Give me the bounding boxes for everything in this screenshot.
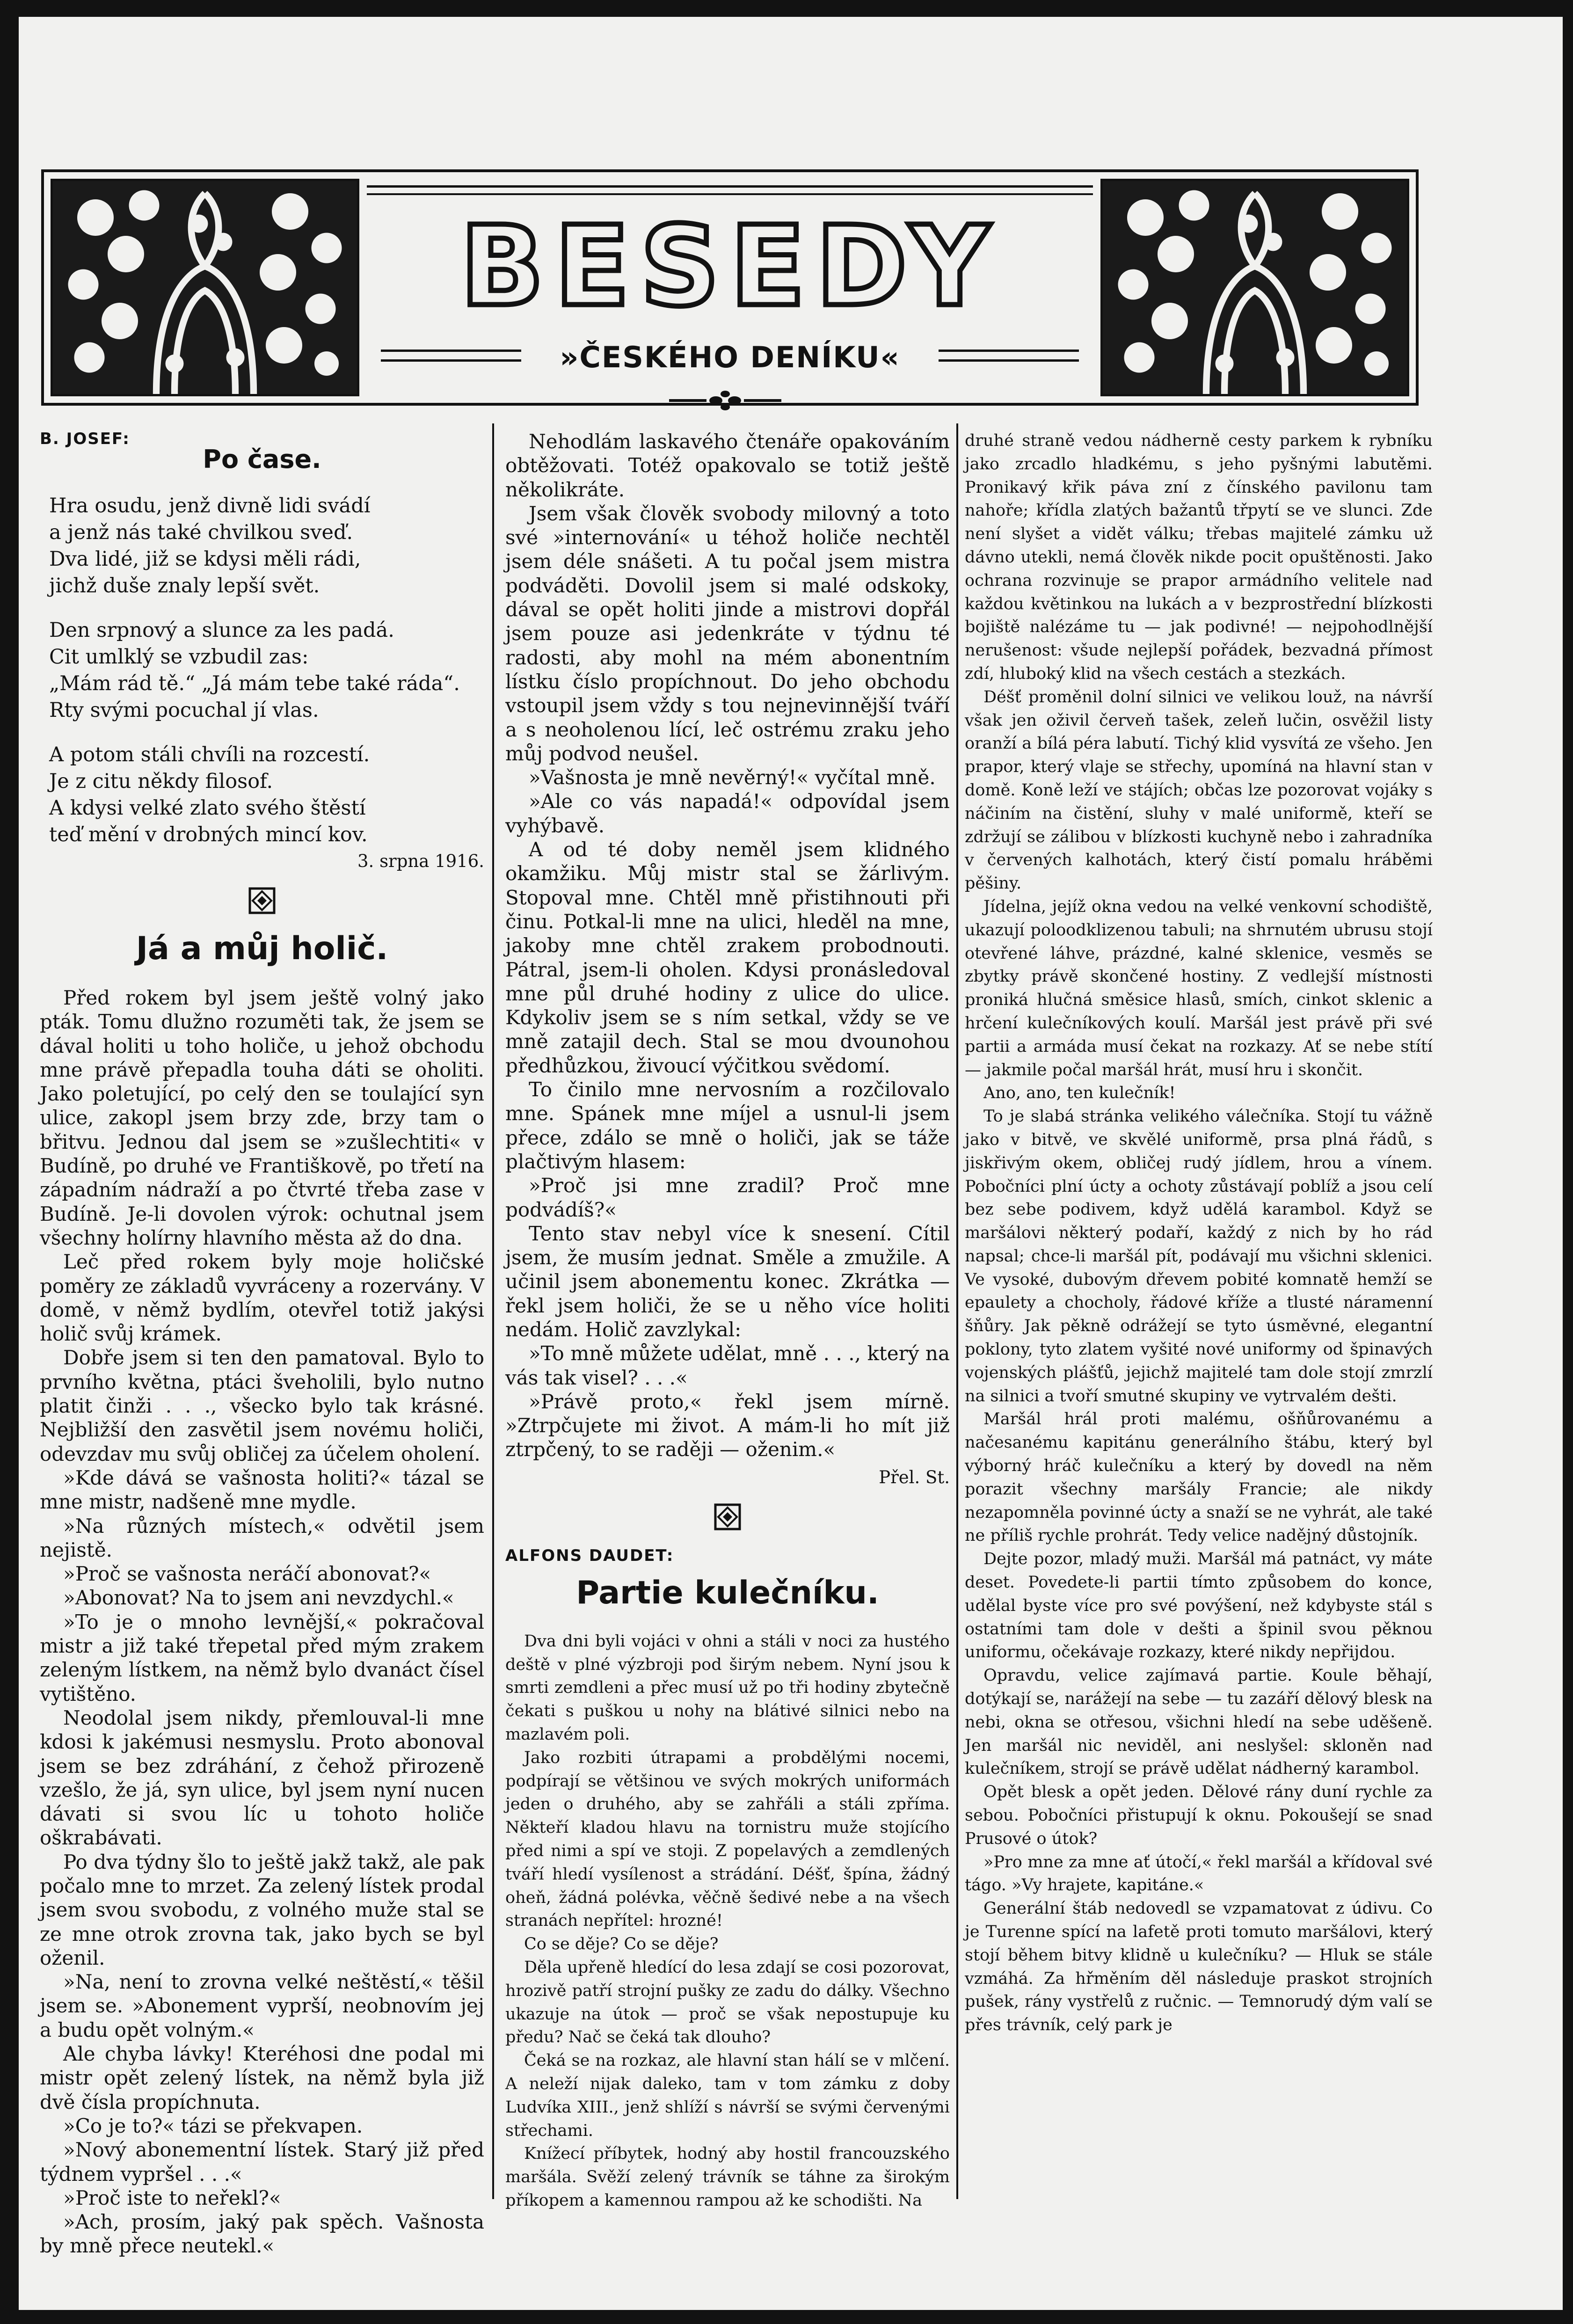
section-divider-diamond-icon xyxy=(248,887,276,914)
paragraph: »Ale co vás napadá!« odpovídal jsem vyhýbavě. xyxy=(505,790,950,837)
paragraph: Leč před rokem byly moje holičské poměry ze základů vyvráceny a rozervány. V domě, v němž bydlím, otevřel totiž jakýsi holič svůj krámek. xyxy=(40,1250,484,1346)
paragraph: »Abonovat? Na to jsem ani nevzdychl.« xyxy=(63,1586,454,1610)
paragraph: A od té doby neměl jsem klidného okamžiku. Můj mistr stal se žárlivým. Stopoval mne. Chtěl mně přistihnouti při činu. Potkal-li mne na ulici, hleděl na mne, jakoby mne chtěl zrakem probodnouti. Pátral, jsem-li oholen. Kdysi pronásledoval mne půl druhé hodiny z ulice do ulice. Kdykoliv jsem se s ním setkal, vždy se ve mně zatajil dech. Stal se mou dvounohou předhůzkou, živoucí výčitkou svědomí. xyxy=(505,838,950,1077)
poem-line: Hra osudu, jenž divně lidi svádí xyxy=(49,494,371,517)
masthead-subtitle: »ČESKÉHO DENÍKU« xyxy=(560,340,900,374)
poem-byline: B. JOSEF: xyxy=(40,430,130,448)
poem-stanza xyxy=(49,617,484,724)
paragraph: Dobře jsem si ten den pamatoval. Bylo to prvního května, ptáci šveholili, bylo nutno platit činži . . ., všecko bylo tak krásné. Nejbližší den zasvětil jsem novému holiči, odevzdav mu svůj obličej za účelem oholení. xyxy=(40,1346,484,1465)
paragraph: »To mně můžete udělat, mně . . ., který na vás tak visel? . . .« xyxy=(505,1342,950,1389)
paragraph: Dejte pozor, mladý muži. Maršál má patnáct, vy máte deset. Povedete-li partii tímto způsobem do konce, udělal byste více pro své povýšení, než kdybyste stál s ostatními tam dole v dešti a špinil svou pěknou uniformu, očekávaje rozkazy, které nikdy nepřijdou. xyxy=(965,1550,1433,1662)
article-title: Partie kulečníku. xyxy=(576,1574,879,1611)
paragraph: »Na, není to zrovna velké neštěstí,« těšil jsem se. »Abonement vyprší, neobnovím jej a budu opět volným.« xyxy=(40,1970,484,2041)
paragraph: To je slabá stránka velikého válečníka. Stojí tu vážně jako v bitvě, ve skvělé uniformě, prsa plná řádů, s jiskřivým okem, obličej rudý jídlem, hrou a vínem. Pobočníci plní úcty a ochoty zůstávají poblíž a jsou celí bez sebe podivem, když udělá karambol. Když se maršálovi některý podaří, každý z nich by ho rád napsal; chce-li maršál pít, podávají mu všichni sklenici. Ve vysoké, dubovým dřevem pobité komnatě hemží se epaulety a chocholy, řádové kříže a tlusté náramenní šňůry. Jak pěkně odrážejí se tyto úsměvné, elegantní poklony, tyto zlatem vyšité nové uniformy od špinavých vojenských plášťů, jejichž majitelé tam dole stojí zmrzlí na silnici a tvoří smutné skupiny ve vytrvalém dešti. xyxy=(965,1107,1433,1406)
translator-signature: Přel. St. xyxy=(879,1467,950,1487)
paragraph: Tento stav nebyl více k snesení. Cítil jsem, že musím jednat. Směle a zmužile. A učinil jsem abonementu konec. Zkrátka — řekl jsem holiči, že se u něho více holiti nedám. Holič zavzlykal: xyxy=(505,1222,950,1341)
column-3 xyxy=(965,430,1433,2037)
scan-edge-left xyxy=(0,0,19,2324)
paragraph: »Proč jsi mne zradil? Proč mne podvádíš?« xyxy=(505,1174,950,1221)
poem-stanza xyxy=(49,742,484,848)
poem-line: Je z citu někdy filosof. xyxy=(49,770,273,793)
column-rule-2 xyxy=(956,423,958,2199)
paragraph: »Vašnosta je mně nevěrný!« vyčítal mně. xyxy=(529,766,936,789)
paragraph: Ano, ano, ten kulečník! xyxy=(983,1084,1176,1103)
article-title: Já a můj holič. xyxy=(136,930,388,967)
masthead-bottom-ornament xyxy=(669,386,781,415)
poem-date: 3. srpna 1916. xyxy=(357,851,484,871)
poem-line: Cit umlklý se vzbudil zas: xyxy=(49,645,309,669)
paragraph: »Pro mne za mne ať útočí,« řekl maršál a křídoval své tágo. »Vy hrajete, kapitáne.« xyxy=(965,1852,1433,1895)
poem-stanza xyxy=(49,493,484,599)
article-body-continued xyxy=(505,430,950,1462)
paragraph: Maršál hrál proti malému, ošňůrovanému a načesanému kapitánu generálního štábu, který byl výborný hráč kulečníku a který by dovedl na něm porazit všechny maršály Francie; ale nikdy nezapomněla povinné úcty a snaží se ne vyhrát, ale také ne příliš rychle prohrát. Tedy velice nadějný důstojník. xyxy=(965,1410,1433,1545)
floral-ornament-right xyxy=(1100,179,1409,396)
poem-line: „Mám rád tě.“ „Já mám tebe také ráda“. xyxy=(49,672,460,695)
poem-line: Dva lidé, již se kdysi měli rádi, xyxy=(49,547,361,571)
column-2 xyxy=(505,430,950,2213)
paragraph: »Právě proto,« řekl jsem mírně. »Ztrpčujete mi život. A mám-li ho mít již ztrpčený, to se raději — oženim.« xyxy=(505,1390,950,1461)
paragraph: Knížecí příbytek, hodný aby hostil francouzského maršála. Svěží zelený trávník se táhne za širokým příkopem a kamennou rampou až ke schodišti. Na xyxy=(505,2144,950,2210)
poem-title: Po čase. xyxy=(203,444,321,474)
poem-line: Rty svými pocuchal jí vlas. xyxy=(49,699,319,722)
paragraph: Jako rozbiti útrapami a probdělými nocemi, podpírají se většinou ve svých mokrých uniformách jeden o druhého, aby se zahřáli a stáli zpříma. Někteří kladou hlavu na tornistru muže stojícího před nimi a spí ve stoji. Z popelavých a zemdlených tváří hledí vysílenost a strádání. Déšť, špína, žádný oheň, žádná polévka, věčně šedivé nebe a na všech stranách nepřítel: hrozné! xyxy=(505,1748,950,1931)
poem xyxy=(49,493,484,848)
masthead xyxy=(41,169,1419,406)
poem-line: Den srpnový a slunce za les padá. xyxy=(49,619,394,642)
article-byline: ALFONS DAUDET: xyxy=(505,1546,674,1565)
section-divider-diamond-icon xyxy=(714,1503,741,1530)
poem-line: A potom stáli chvíli na rozcestí. xyxy=(49,743,370,766)
paragraph: Generální štáb nedovedl se vzpamatovat z údivu. Co je Turenne spící na lafetě proti tomuto maršálovi, který stojí během bitvy klidně u kulečníku? — Hluk se stále vzmáhá. Za hřměním děl následuje praskot strojních pušek, rány vystřelů z ručnic. — Temnorudý dým valí se přes trávník, celý park je xyxy=(965,1899,1433,2035)
paragraph: »Ach, prosím, jaký pak spěch. Vašnosta by mně přece neutekl.« xyxy=(40,2210,484,2258)
floral-ornament-left xyxy=(51,179,359,396)
article-body-continued xyxy=(965,430,1433,2037)
masthead-rule xyxy=(367,185,1093,195)
paragraph: »Na různých místech,« odvětil jsem nejistě. xyxy=(40,1514,484,1561)
paragraph: »To je o mnoho levnější,« pokračoval mistr a již také třepetal před mým zrakem zeleným lístkem, na němž bylo dvanáct čísel vytištěno. xyxy=(40,1610,484,1705)
column-rule-1 xyxy=(492,423,494,2199)
masthead-title: BESEDY xyxy=(460,202,1000,331)
paragraph: Neodolal jsem nikdy, přemlouval-li mne kdosi k jakémusi nesmyslu. Proto abonoval jsem se bez zdráhání, z čehož přirozeně vzešlo, že já, syn ulice, byl jsem nyní nucen dávati si svou líc u tohoto holiče oškrabávati. xyxy=(40,1706,484,1850)
paragraph: Ale chyba lávky! Kteréhosi dne podal mi mistr opět zelený lístek, na němž byla již dvě čísla propíchnuta. xyxy=(40,2042,484,2113)
article-body xyxy=(505,1630,950,2213)
paragraph: druhé straně vedou nádherně cesty parkem k rybníku jako zrcadlo hladkému, s jeho pyšnými labutěmi. Pronikavý křik páva zní z čínského pavilonu tam nahoře; křídla zlatých bažantů třpytí se ve slunci. Zde není slyšet a vidět válku; třebas majitelé zámku už dávno utekli, nemá člověk nikde pocit opuštěnosti. Jako ochrana rozvinuje se prapor armádního velitele nad každou květinkou na lukách a v bezprostřední blízkosti bojiště nalézáme tu — jak podivné! — nejpohodlnější nerušenost: všude nejlepší pořádek, bezvadná přímost zdí, hluboký klid na všech cestách a stezkách. xyxy=(965,431,1433,683)
subtitle-rule-right xyxy=(939,350,1079,362)
paragraph: »Co je to?« tázi se překvapen. xyxy=(63,2114,363,2137)
paragraph: »Kde dává se vašnosta holiti?« tázal se mne mistr, nadšeně mne mydle. xyxy=(40,1466,484,1514)
scan-edge-top xyxy=(0,0,1573,17)
paragraph: Opravdu, velice zajímavá partie. Koule běhají, dotýkají se, narážejí na sebe — tu zazáří dělový blesk na nebi, okna se otřesou, všichni hledí na sebe uděšeně. Jen maršál nic neviděl, ani neslyšel: skloněn nad kulečníkem, strojí se právě udělat nádherný karambol. xyxy=(965,1666,1433,1778)
paragraph: Po dva týdny šlo to ještě jakž takž, ale pak počalo mne to mrzet. Za zelený lístek prodal jsem svou svobodu, z volného muže stal se ze mne otrok zrovna tak, jako bych se byl oženil. xyxy=(40,1850,484,1969)
paragraph: Čeká se na rozkaz, ale hlavní stan hálí se v mlčení. A neleží nijak daleko, tam v tom zámku z doby Ludvíka XIII., jenž shlíží s návrší se svými červenými střechami. xyxy=(505,2051,950,2140)
masthead-title-block xyxy=(367,179,1093,396)
paragraph: »Proč iste to neřekl?« xyxy=(63,2186,281,2209)
paragraph: Nehodlám laskavého čtenáře opakováním obtěžovati. Totéž opakovalo se totiž ještě několikráte. xyxy=(505,430,950,501)
paragraph: Déšť proměnil dolní silnici ve velikou louž, na návrší však jen oživil červeň tašek, zeleň lučin, osvěžil listy oranží a bílá péra labutí. Tichý klid vysvítá ze všeho. Jen prapor, který vlaje se střechy, upomíná na hlavní stan v domě. Koně leží ve stájích; občas lze pozorovat vojáky s náčiním na čistění, sluhy v malé uniformě, kteří se zdržují se zálibou v blízkosti kuchyně nebo i zahradníka v červených kalhotách, který čistí pomalu hráběmi pěšiny. xyxy=(965,687,1433,893)
paragraph: »Proč se vašnosta neráčí abonovat?« xyxy=(63,1562,431,1586)
paragraph: Dva dni byli vojáci v ohni a stáli v noci za hustého deště v plné výzbroji pod širým nebem. Nyní jsou k smrti zemdleni a přec musí už po tři hodiny zbytečně čekati s puškou u nohy na blátivé silnici nebo na mazlavém poli. xyxy=(505,1632,950,1744)
scan-edge-right xyxy=(1563,0,1573,2324)
paragraph: Jsem však člověk svobody milovný a toto své »internování« u téhož holiče nechtěl jsem déle snášeti. A tu počal jsem mistra podváděti. Dovolil jsem si malé odskoky, dával se opět holiti jinde a mistrovi dopřál jsem pouze asi jedenkráte v týdnu té radosti, aby mohl na mém abonentním lístku číslo propíchnout. Do jeho obchodu vstoupil jsem vždy s tou nejnevinnější tváří a s neoholenou lící, leč ostrému zraku jeho můj podvod neušel. xyxy=(505,502,950,765)
poem-line: jichž duše znaly lepší svět. xyxy=(49,574,320,597)
paragraph: »Nový abonementní lístek. Starý již před týdnem vypršel . . .« xyxy=(40,2138,484,2186)
paragraph: Děla upřeně hledící do lesa zdají se cosi pozorovat, hrozivě patří strojní pušky ze zadu do dálky. Všechno ukazuje na útok — proč se však nepostupuje ku předu? Nač se čeká tak dlouho? xyxy=(505,1958,950,2047)
paragraph: Před rokem byl jsem ještě volný jako pták. Tomu dlužno rozuměti tak, že jsem se dával holiti u toho holiče, u jehož obchodu mne právě přepadla touha dáti se oholiti. Jako poletující, po celý den se toulající syn ulice, zakopl jsem brzy zde, brzy tam o břitvu. Jednou dal jsem se »zušlechtiti« v Budíně, po druhé ve Františkově, po třetí na západním nádraží a po čtvrté třeba zase v Budíně. Je-li dovolen výrok: ochutnal jsem všechny holírny hlavního města až do dna. xyxy=(40,986,484,1249)
paragraph: To činilo mne nervosním a rozčilovalo mne. Spánek mne míjel a usnul-li jsem přece, zdálo se mně o holiči, jak se táže plačtivým hlasem: xyxy=(505,1078,950,1173)
paragraph: Jídelna, jejíž okna vedou na velké venkovní schodiště, ukazují poloodklizenou tabuli; na shrnutém ubrusu stojí otevřené láhve, prázdné, kalné sklenice, vesměs se zbytky právě skončené hostiny. Z vedlejší místnosti proniká hlučná směsice hlasů, smích, cinkot sklenic a hrčení kulečníkových koulí. Maršál jest právě při své partii a armáda musí čekat na rozkazy. Ať se nebe stítí — jakmile počal maršál hrát, musí hru i skončit. xyxy=(965,897,1433,1079)
paragraph: Opět blesk a opět jeden. Dělové rány duní rychle za sebou. Pobočníci přistupují k oknu. Pokoušejí se snad Prusové o útok? xyxy=(965,1783,1433,1848)
column-1 xyxy=(40,430,484,2258)
poem-line: teď mění v drobných mincí kov. xyxy=(49,823,368,846)
article-body xyxy=(40,986,484,2258)
poem-line: a jenž nás také chvilkou sveď. xyxy=(49,521,353,544)
scan-edge-bottom xyxy=(0,2310,1573,2324)
paragraph: Co se děje? Co se děje? xyxy=(524,1935,719,1954)
poem-line: A kdysi velké zlato svého štěstí xyxy=(49,796,366,820)
